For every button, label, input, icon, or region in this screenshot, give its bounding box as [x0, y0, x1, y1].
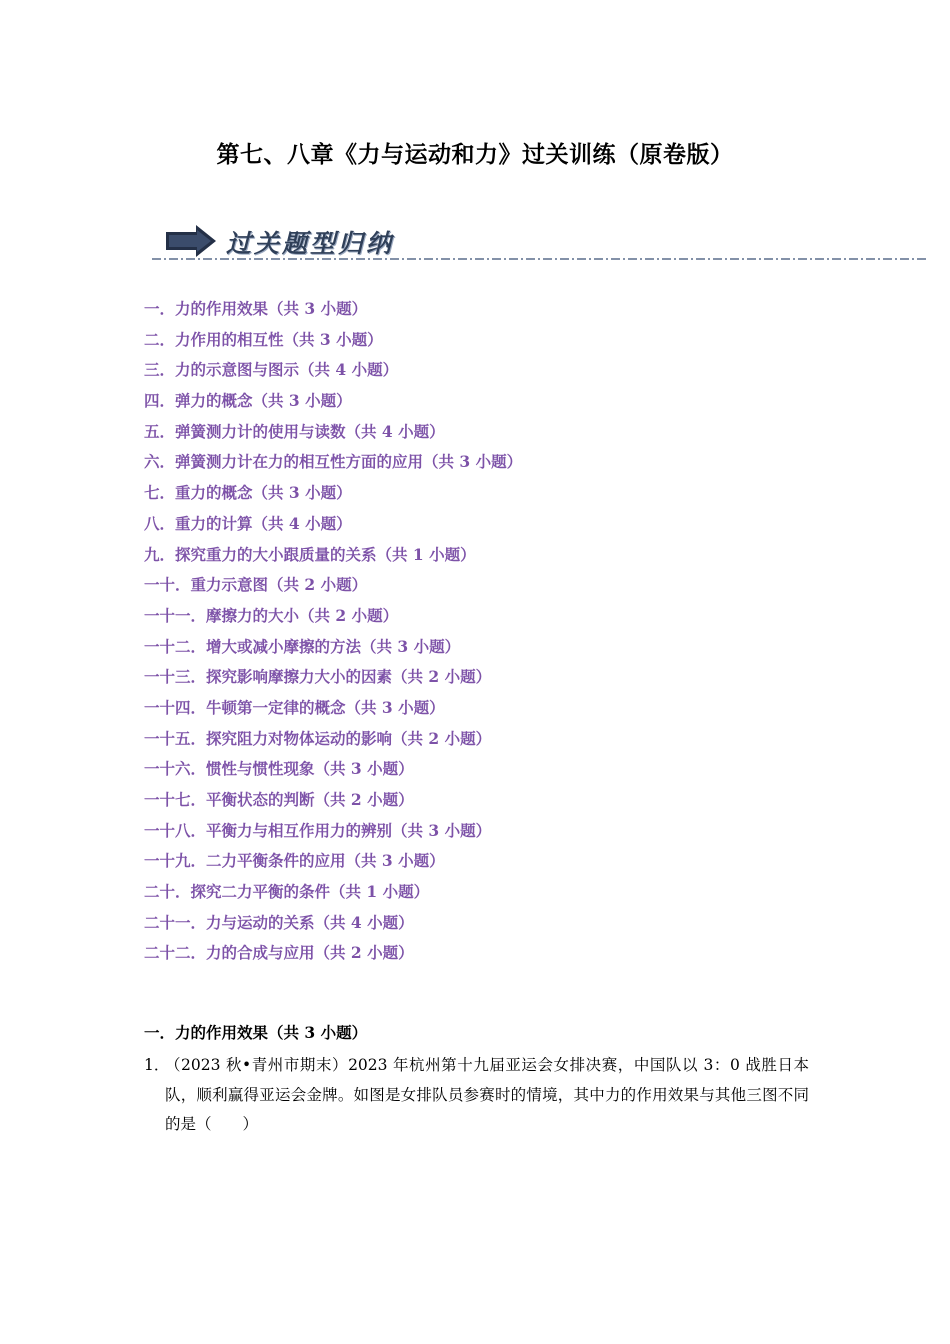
list-item: 九．探究重力的大小跟质量的关系（共 1 小题）: [144, 544, 476, 564]
list-item: 四．弹力的概念（共 3 小题）: [144, 391, 352, 411]
list-item: 二十一．力与运动的关系（共 4 小题）: [144, 912, 414, 932]
banner-divider: [152, 257, 927, 261]
list-item: 一十一．摩擦力的大小（共 2 小题）: [144, 605, 399, 625]
list-item: 一十八．平衡力与相互作用力的辨别（共 3 小题）: [144, 820, 492, 840]
question-number: 1．: [144, 1056, 170, 1074]
list-item: 一十九．二力平衡条件的应用（共 3 小题）: [144, 851, 445, 871]
right-arrow-icon: [166, 225, 218, 257]
question-text: （2023 秋•青州市期末）2023 年杭州第十九届亚运会女排决赛，中国队以 3：0 战胜日本队，顺利赢得亚运会金牌。如图是女排队员参赛时的情境，其中力的作用效果与其他三图不同的是（ ）: [165, 1056, 809, 1133]
list-item: 一十二．增大或减小摩擦的方法（共 3 小题）: [144, 636, 461, 656]
list-item: 三．力的示意图与图示（共 4 小题）: [144, 360, 399, 380]
list-item: 六．弹簧测力计在力的相互性方面的应用（共 3 小题）: [144, 452, 523, 472]
page-title: 第七、八章《力与运动和力》过关训练（原卷版）: [216, 142, 734, 168]
list-item: 一十五．探究阻力对物体运动的影响（共 2 小题）: [144, 728, 492, 748]
list-item: 七．重力的概念（共 3 小题）: [144, 483, 352, 503]
list-item: 五．弹簧测力计的使用与读数（共 4 小题）: [144, 421, 445, 441]
section-heading: 一．力的作用效果（共 3 小题）: [144, 1023, 368, 1042]
list-item: 二．力作用的相互性（共 3 小题）: [144, 329, 383, 349]
list-item: 二十二．力的合成与应用（共 2 小题）: [144, 943, 414, 963]
list-item: 一十四．牛顿第一定律的概念（共 3 小题）: [144, 697, 445, 717]
list-item: 一十三．探究影响摩擦力大小的因素（共 2 小题）: [144, 667, 492, 687]
list-item: 一十．重力示意图（共 2 小题）: [144, 575, 368, 595]
list-item: 八．重力的计算（共 4 小题）: [144, 513, 352, 533]
banner-label: 过关题型归纳: [226, 229, 395, 258]
list-item: 二十．探究二力平衡的条件（共 1 小题）: [144, 882, 430, 902]
section-banner: [152, 218, 927, 266]
topic-list: [144, 297, 522, 972]
question-item: [144, 1051, 809, 1140]
list-item: 一十六．惯性与惯性现象（共 3 小题）: [144, 759, 414, 779]
list-item: 一．力的作用效果（共 3 小题）: [144, 299, 368, 318]
list-item: 一十七．平衡状态的判断（共 2 小题）: [144, 790, 414, 809]
